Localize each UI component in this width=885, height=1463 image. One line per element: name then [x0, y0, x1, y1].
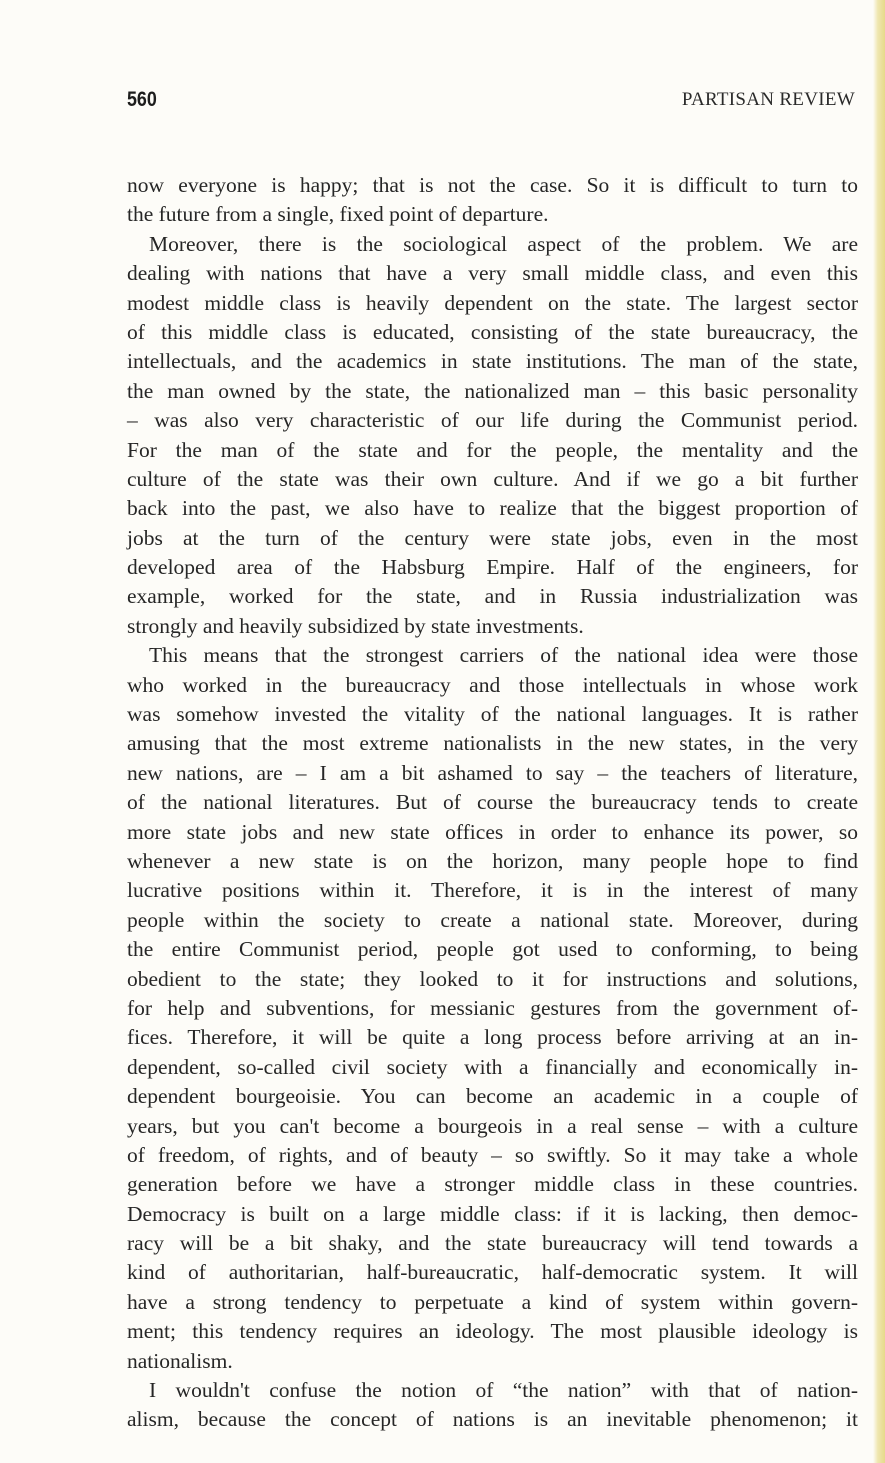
text-line: of freedom, of rights, and of beauty – so swiftly. So it may take a whole — [127, 1142, 858, 1167]
text-line: amusing that the most extreme nationalists in the new states, in the very — [127, 731, 858, 756]
text-line: racy will be a bit shaky, and the state bureaucracy will tend towards a — [127, 1231, 858, 1256]
text-line: I wouldn't confuse the notion of “the nation” with that of nation- — [149, 1378, 858, 1403]
text-line: fices. Therefore, it will be quite a long process before arriving at an in- — [127, 1025, 858, 1050]
text-line: dealing with nations that have a very small middle class, and even this — [127, 261, 858, 286]
text-line: of this middle class is educated, consisting of the state bureaucracy, the — [127, 319, 858, 344]
text-line: generation before we have a stronger middle class in these countries. — [127, 1172, 858, 1197]
text-line: now everyone is happy; that is not the case. So it is difficult to turn to — [127, 173, 858, 197]
text-line: of the national literatures. But of course the bureaucracy tends to create — [127, 790, 858, 815]
text-line: have a strong tendency to perpetuate a kind of system within govern- — [127, 1289, 858, 1314]
text-line: people within the society to create a national state. Moreover, during — [127, 907, 858, 932]
text-line: the entire Communist period, people got used to conforming, to being — [127, 937, 858, 962]
text-line: the future from a single, fixed point of departure. — [127, 202, 549, 227]
text-line: kind of authoritarian, half-bureaucratic, half-democratic system. It will — [127, 1260, 858, 1285]
text-line: – was also very characteristic of our life during the Communist period. — [127, 408, 858, 433]
text-line: back into the past, we also have to realize that the biggest proportion of — [127, 496, 858, 521]
text-line: new nations, are – I am a bit ashamed to say – the teachers of literature, — [127, 760, 858, 785]
text-line: lucrative positions within it. Therefore, it is in the interest of many — [127, 878, 858, 903]
text-line: modest middle class is heavily dependent on the state. The largest sector — [127, 290, 858, 315]
text-line: jobs at the turn of the century were state jobs, even in the most — [127, 525, 858, 550]
text-line: dependent, so-called civil society with a financially and economically in- — [127, 1054, 858, 1079]
text-line: Moreover, there is the sociological aspect of the problem. We are — [149, 231, 858, 256]
body-text — [127, 171, 858, 1435]
text-line: This means that the strongest carriers of the national idea were those — [149, 643, 858, 668]
text-line: Democracy is built on a large middle class: if it is lacking, then democ- — [127, 1201, 858, 1226]
page-edge — [873, 0, 885, 1463]
text-line: years, but you can't become a bourgeois in a real sense – with a culture — [127, 1113, 858, 1138]
text-line: for help and subventions, for messianic gestures from the government of- — [127, 995, 858, 1020]
text-line: whenever a new state is on the horizon, many people hope to find — [127, 848, 858, 873]
running-title: PARTISAN REVIEW — [681, 89, 855, 110]
text-line: who worked in the bureaucracy and those intellectuals in whose work — [127, 672, 858, 697]
text-line: culture of the state was their own culture. And if we go a bit further — [127, 466, 858, 491]
text-line: ment; this tendency requires an ideology. The most plausible ideology is — [127, 1319, 858, 1344]
page-number: 560 — [127, 88, 157, 111]
text-line: obedient to the state; they looked to it for instructions and solutions, — [127, 966, 858, 991]
text-line: nationalism. — [127, 1348, 233, 1373]
text-line: alism, because the concept of nations is an inevitable phenomenon; it — [127, 1407, 858, 1432]
text-line: was somehow invested the vitality of the national languages. It is rather — [127, 702, 858, 727]
text-line: the man owned by the state, the nationalized man – this basic personality — [127, 378, 858, 403]
text-line: dependent bourgeoisie. You can become an academic in a couple of — [127, 1084, 858, 1109]
text-line: developed area of the Habsburg Empire. Half of the engineers, for — [127, 555, 858, 580]
text-line: For the man of the state and for the people, the mentality and the — [127, 437, 858, 462]
text-line: more state jobs and new state offices in order to enhance its power, so — [127, 819, 858, 844]
text-line: strongly and heavily subsidized by state investments. — [127, 613, 584, 638]
text-line: example, worked for the state, and in Russia industrialization was — [127, 584, 858, 609]
text-line: intellectuals, and the academics in state institutions. The man of the state, — [127, 349, 858, 374]
